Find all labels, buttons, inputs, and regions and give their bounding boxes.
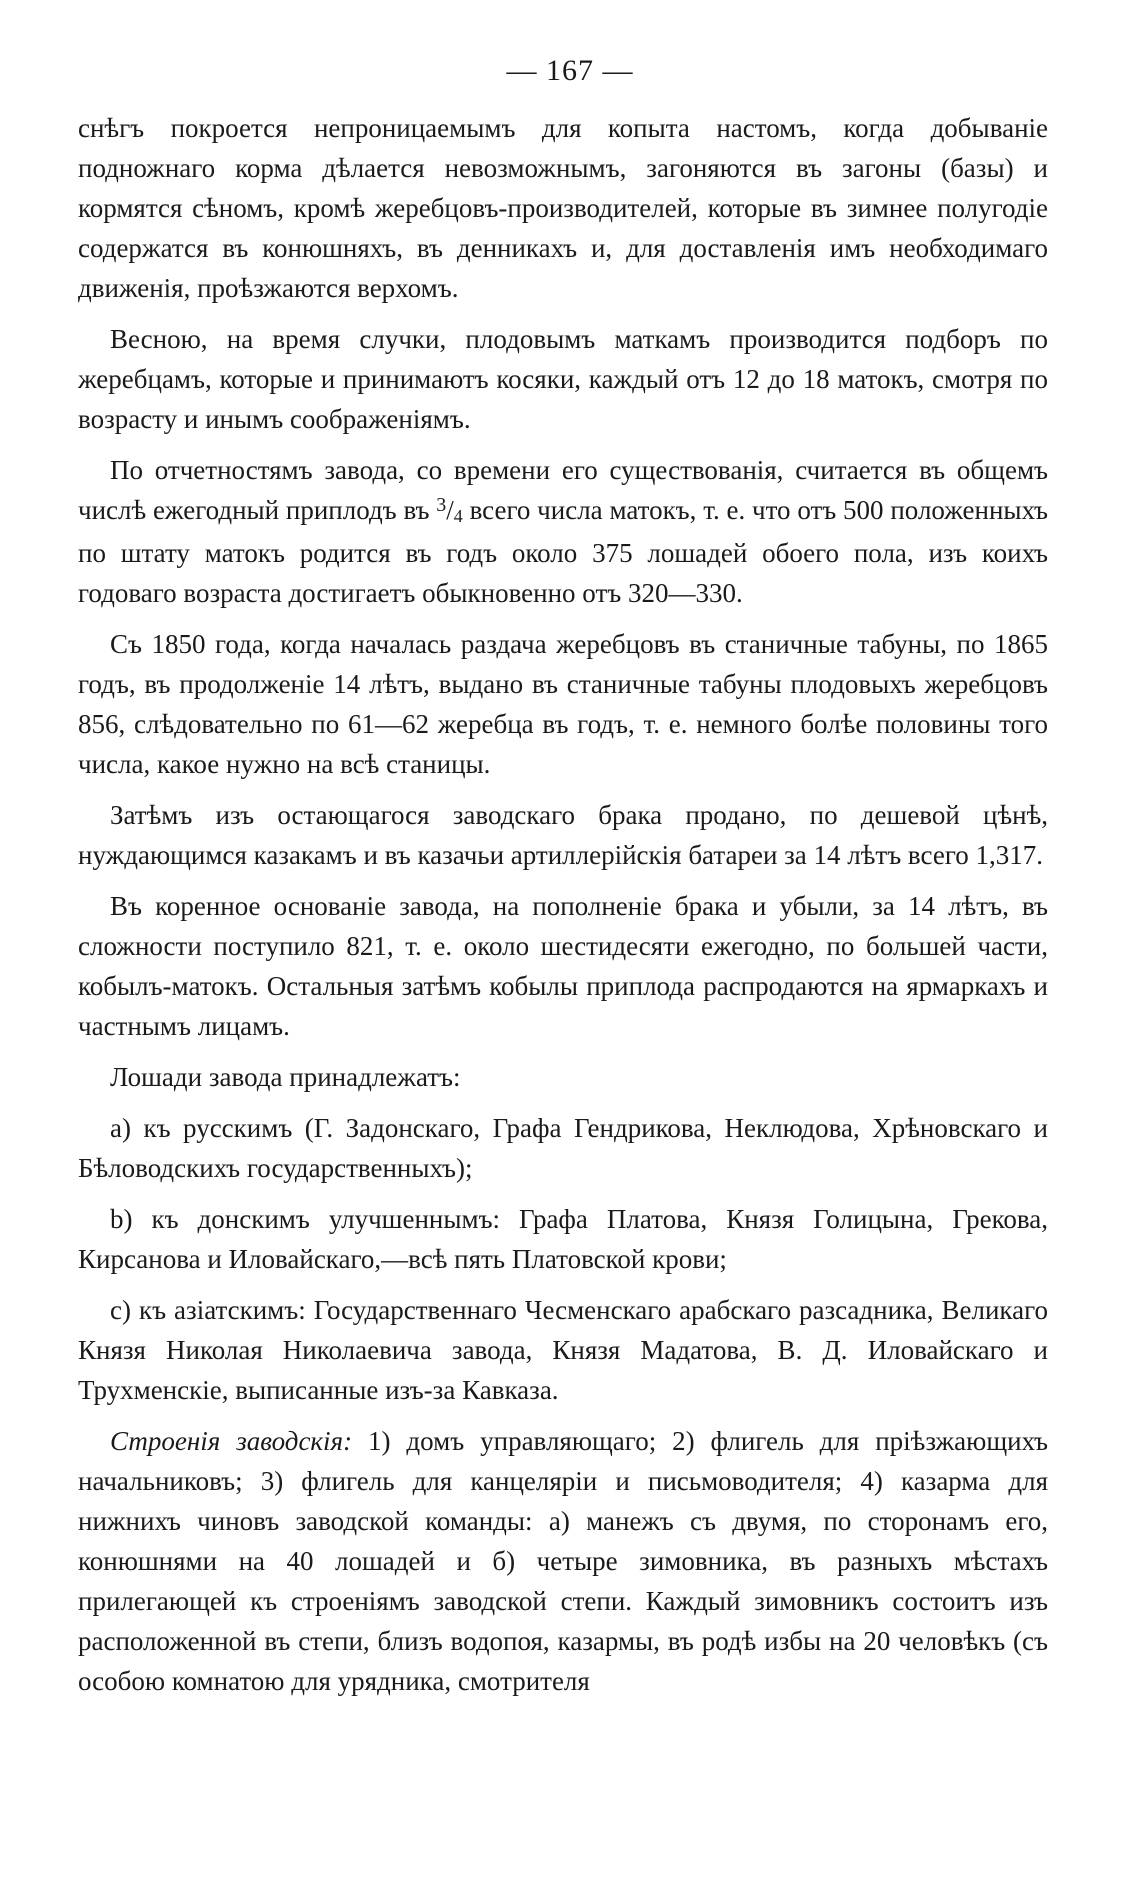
list-item: с) къ азiатскимъ: Государственнаго Чесменскаго арабскаго разсадника, Великаго Князя Николая Николаевича завода, Князя Мадатова, В. Д. Иловайскаго и Трухменскiе, выписанные изъ-за Кавказа. [78,1295,1048,1405]
paragraph [78,1421,1048,1701]
paragraph: Съ 1850 года, когда началась раздача жеребцовъ въ станичные табуны, по 1865 годъ, въ продолженiе 14 лѣтъ, выдано въ станичные табуны плодовыхъ жеребцовъ 856, слѣдовательно по 61—62 жеребца въ годъ, т. е. немного болѣе половины того числа, какое нужно на всѣ станицы. [78,629,1048,779]
paragraph: Затѣмъ изъ остающагося заводскаго брака продано, по дешевой цѣнѣ, нуждающимся казакамъ и въ казачьи артиллерiйскiя батареи за 14 лѣтъ всего 1,317. [78,800,1048,870]
list-item: b) къ донскимъ улучшеннымъ: Графа Платова, Князя Голицына, Грекова, Кирсанова и Иловайскаго,—всѣ пять Платовской крови; [78,1204,1048,1274]
list-item: а) къ русскимъ (Г. Задонскаго, Графа Гендрикова, Неклюдова, Хрѣновскаго и Бѣловодскихъ государственныхъ); [78,1113,1048,1183]
italic-heading: Строенiя заводскiя: [110,1426,353,1456]
body-text [78,108,1048,1701]
paragraph-text: 1) домъ управляющаго; 2) флигель для прiѣзжающихъ начальниковъ; 3) флигель для канцелярiи и письмоводителя; 4) казарма для нижнихъ чиновъ заводской команды: а) манежъ съ двумя, по сторонамъ его, конюшнями на 40 лошадей и б) четыре зимовника, въ разныхъ мѣстахъ прилегающей къ строенiямъ заводской степи. Каждый зимовникъ состоитъ изъ расположенной въ степи, близъ водопоя, казармы, въ родѣ избы на 20 человѣкъ (съ особою комнатою для урядника, смотрителя [78,1426,1048,1696]
paragraph: Весною, на время случки, плодовымъ маткамъ производится подборъ по жеребцамъ, которые и принимаютъ косяки, каждый отъ 12 до 18 матокъ, смотря по возрасту и инымъ соображенiямъ. [78,324,1048,434]
fraction-denominator: 4 [453,506,463,526]
fraction-numerator: 3 [436,494,447,516]
paragraph: снѣгъ покроется непроницаемымъ для копыта настомъ, когда добыванiе подножнаго корма дѣлается невозможнымъ, загоняются въ загоны (базы) и кормятся сѣномъ, кромѣ жеребцовъ-производителей, которые въ зимнее полугодiе содержатся въ конюшняхъ, въ денникахъ и, для доставленiя имъ необходимаго движенiя, проѣзжаются верхомъ. [78,113,1048,303]
paragraph-text: всего числа матокъ, т. е. что отъ 500 положенныхъ по штату матокъ родится въ годъ около 375 лошадей обоего пола, изъ коихъ годоваго возраста достигаетъ обыкновенно отъ 320—330. [78,495,1048,608]
page-number: — 167 — [506,54,634,87]
paragraph: По отчетностямъ завода, со времени его существованiя, считается въ общемъ числѣ ежегодный приплодъ въ $^3$/4 всего числа матокъ, т. е. что отъ 500 положенныхъ по штату матокъ родится въ годъ около 375 лошадей обоего пола, изъ коихъ годоваго возраста достигаетъ обыкновенно отъ 320—330. [78,455,1048,608]
paragraph-text: По отчетностямъ завода, со времени его существованiя, считается въ общемъ числѣ ежегодный приплодъ въ [78,455,1048,525]
paragraph: Лошади завода принадлежатъ: [110,1062,461,1092]
paragraph: Въ коренное основанiе завода, на пополненiе брака и убыли, за 14 лѣтъ, въ сложности поступило 821, т. е. около шестидесяти ежегодно, по большей части, кобылъ-матокъ. Остальныя затѣмъ кобылы приплода распродаются на ярмаркахъ и частнымъ лицамъ. [78,891,1048,1041]
